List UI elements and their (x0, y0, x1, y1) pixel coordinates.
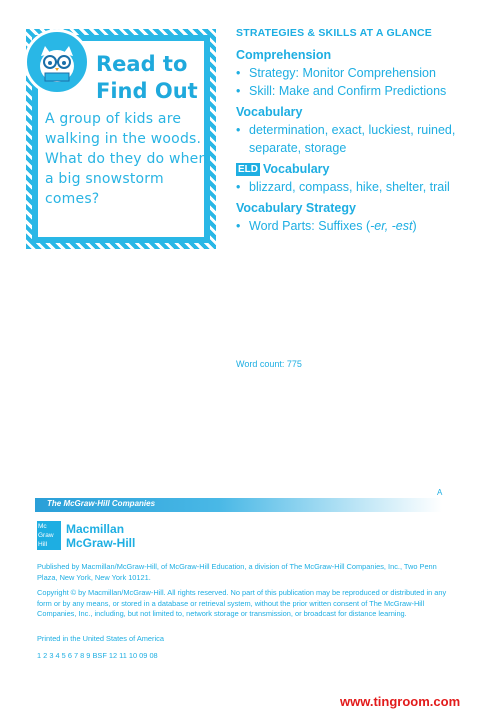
eld-badge: ELD (238, 164, 258, 175)
logo-line-1: Macmillan (66, 522, 125, 536)
read-box-title (96, 51, 216, 105)
suffix-examples: -er, -est (370, 219, 413, 233)
vocabulary-strategy-title: Vocabulary Strategy (236, 201, 356, 215)
publisher-band (35, 498, 442, 512)
strategies-panel (236, 27, 466, 240)
suffix-prefix: Word Parts: Suffixes ( (249, 219, 371, 233)
band-text: The McGraw·Hill Companies (47, 499, 156, 508)
watermark-url: www.tingroom.com (340, 694, 461, 709)
published-by-text: Published by Macmillan/McGraw-Hill, of McGraw-Hill Education, a division of The McGraw-Hill Companies, Inc., Two Penn Plaza, New York, New York 10121. (37, 562, 437, 582)
title-line-1: Read to (96, 52, 188, 76)
logo-line: Graw (38, 532, 54, 539)
comprehension-title: Comprehension (236, 48, 332, 62)
vocabulary-item: • determination, exact, luckiest, ruined, separate, storage (236, 121, 466, 157)
copyright-text: Copyright © by Macmillan/McGraw-Hill. All rights reserved. No part of this publication may be reproduced or distributed in any form or by any means, or stored in a database or retrieval system, without the prior written consent of The McGraw-Hill Companies, Inc., including, but not limited to, network storage or transmission, or broadcast for distance learning. (37, 588, 447, 618)
comprehension-item: • Strategy: Monitor Comprehension (236, 64, 466, 82)
vocabulary-title: Vocabulary (236, 105, 303, 119)
logo-line: Hill (38, 541, 48, 548)
eld-title-text: Vocabulary (263, 162, 330, 176)
vocabulary-section (236, 105, 466, 157)
strategies-heading: STRATEGIES & SKILLS AT A GLANCE (236, 27, 432, 39)
logo-line-2: McGraw-Hill (66, 536, 136, 550)
edition-letter: A (437, 488, 443, 497)
vocabulary-strategy-section (236, 201, 466, 235)
logo-line: Mc (38, 523, 47, 530)
read-to-find-out-box (26, 29, 216, 249)
vocabulary-strategy-item (236, 217, 466, 235)
comprehension-section (236, 48, 466, 100)
eld-vocabulary-section (236, 162, 466, 196)
mcgraw-hill-logo-icon (37, 521, 61, 550)
comprehension-item: • Skill: Make and Confirm Predictions (236, 82, 466, 100)
print-line-numbers: 1 2 3 4 5 6 7 8 9 BSF 12 11 10 09 08 (37, 651, 158, 660)
title-line-2: Find Out (96, 79, 198, 103)
word-count: Word count: 775 (236, 359, 302, 369)
owl-reading-icon (24, 29, 90, 95)
eld-vocabulary-item: • blizzard, compass, hike, shelter, trail (236, 178, 466, 196)
eld-vocabulary-title (236, 162, 466, 176)
read-box-question: A group of kids are walking in the woods. What do they do when a big snowstorm comes? (45, 111, 208, 207)
read-box-panel (38, 41, 208, 237)
printed-in-text: Printed in the United States of America (37, 634, 164, 643)
publisher-logo-text (66, 522, 135, 550)
suffix-close: ) (412, 219, 417, 233)
